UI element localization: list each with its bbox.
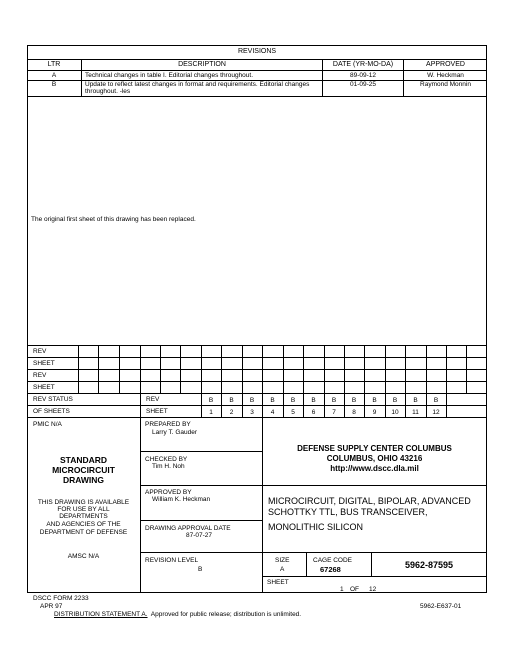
dscc-line2: COLUMBUS, OHIO 43216	[326, 454, 423, 463]
sheet-number-5: 5	[291, 409, 295, 416]
sheet-number-10: 10	[391, 409, 399, 416]
rev-sheet-3: B	[249, 397, 255, 404]
approval-date: 87-07-27	[186, 532, 213, 539]
revisions-header-date: DATE (YR-MO-DA)	[332, 61, 394, 68]
rev-sheet-9: B	[372, 397, 377, 404]
sheet-number-1: 1	[209, 409, 213, 416]
availability-line4: AND AGENCIES OF THE	[46, 521, 121, 528]
size-value: A	[280, 566, 285, 573]
revision-b-ltr: B	[51, 81, 57, 88]
form-number: DSCC FORM 2233	[33, 595, 89, 602]
availability-line2: FOR USE BY ALL	[57, 506, 110, 513]
cage-code-label: CAGE CODE	[313, 557, 353, 564]
sheet-number-7: 7	[332, 409, 336, 416]
cage-code: 67268	[320, 565, 341, 574]
sheet-of-label: OF	[350, 586, 360, 593]
drawing-title-line1: MICROCIRCUIT, DIGITAL, BIPOLAR, ADVANCED	[268, 496, 471, 506]
status-row-rev-2: REV	[33, 372, 47, 379]
standard-drawing-line2: MICROCIRCUIT	[52, 465, 115, 475]
revision-level: B	[198, 566, 203, 573]
revisions-header-description: DESCRIPTION	[178, 61, 226, 68]
sheet-total: 12	[369, 586, 377, 593]
standard-drawing-line1: STANDARD	[59, 455, 108, 465]
rev-sheet-5: B	[290, 397, 296, 404]
status-row-sheet-1: SHEET	[33, 360, 55, 367]
revision-a-date: 89-09-12	[349, 72, 377, 79]
sheet-number-9: 9	[372, 409, 377, 416]
approved-by-name: William K. Heckman	[152, 496, 211, 503]
sheet-number-11: 11	[412, 409, 419, 416]
availability-line5: DEPARTMENT OF DEFENSE	[39, 529, 128, 536]
sheet-number-8: 8	[352, 409, 356, 416]
rev-sheet-4: B	[270, 397, 275, 404]
availability-line3: DEPARTMENTS	[59, 513, 108, 520]
revision-a-approved: W. Heckman	[427, 72, 464, 79]
checked-by-label: CHECKED BY	[145, 456, 188, 463]
revision-b-description-line2: throughout. -les	[85, 88, 131, 95]
distribution-statement	[54, 611, 301, 619]
standard-drawing-line3: DRAWING	[62, 475, 105, 485]
rev-sheet-2: B	[229, 397, 234, 404]
rev-sheet-10: B	[392, 397, 398, 404]
revisions-title: REVISIONS	[237, 48, 277, 55]
drawing-title-line3: MONOLITHIC SILICON	[268, 522, 364, 532]
approved-by-label: APPROVED BY	[145, 489, 192, 496]
document-number: 5962-87595	[404, 560, 454, 570]
revision-a-ltr: A	[51, 72, 57, 79]
replaced-sheet-note: The original first sheet of this drawing has been replaced.	[31, 216, 196, 223]
size-label: SIZE	[275, 557, 290, 564]
status-row-rev-1: REV	[33, 348, 47, 355]
rev-status-rev-label: REV	[146, 396, 160, 403]
dscc-line1: DEFENSE SUPPLY CENTER COLUMBUS	[297, 444, 452, 453]
rev-sheet-6: B	[311, 397, 316, 404]
document-code: 5962-E637-01	[420, 603, 462, 610]
rev-sheet-1: B	[208, 397, 214, 404]
checked-by-name: Tim H. Noh	[152, 463, 185, 470]
revisions-header-ltr: LTR	[47, 61, 61, 68]
revision-b-date: 01-09-25	[349, 81, 377, 88]
distribution-statement-text: Approved for public release; distribution is unlimited.	[147, 611, 302, 618]
revision-a-description: Technical changes in table I. Editorial changes throughout.	[85, 72, 254, 79]
revision-level-label: REVISION LEVEL	[145, 557, 199, 564]
drawing-title-line2: SCHOTTKY TTL, BUS TRANSCEIVER,	[268, 507, 428, 517]
sheet-number-2: 2	[229, 409, 234, 416]
form-date: APR 97	[40, 603, 63, 610]
revision-b-description-line1: Update to reflect latest changes in format and requirements. Editorial changes	[85, 81, 310, 88]
approval-date-label: DRAWING APPROVAL DATE	[145, 525, 231, 532]
rev-sheet-12: B	[433, 397, 439, 404]
prepared-by-name: Larry T. Gauder	[152, 429, 198, 436]
rev-status-label: REV STATUS	[33, 396, 73, 403]
sheet-number-4: 4	[270, 409, 275, 416]
prepared-by-label: PREPARED BY	[145, 421, 191, 428]
status-row-sheet-2: SHEET	[33, 384, 55, 391]
sheet-label: SHEET	[267, 579, 289, 586]
rev-sheet-7: B	[331, 397, 337, 404]
sheet-number-6: 6	[311, 409, 316, 416]
revisions-header-approved: APPROVED	[426, 61, 465, 68]
sheet-number-3: 3	[250, 409, 254, 416]
rev-sheet-11: B	[413, 397, 418, 404]
pmic-label: PMIC N/A	[33, 421, 62, 428]
of-sheets-label: OF SHEETS	[33, 408, 70, 415]
availability-line1: THIS DRAWING IS AVAILABLE	[37, 499, 130, 506]
sheet-number: 1	[340, 586, 344, 593]
dscc-url: http://www.dscc.dla.mil	[330, 464, 419, 473]
sheet-number-12: 12	[432, 409, 440, 416]
rev-sheet-8: B	[351, 397, 357, 404]
distribution-statement-label: DISTRIBUTION STATEMENT A.	[54, 611, 148, 618]
revision-b-approved: Raymond Monnin	[420, 81, 471, 88]
amsc-label: AMSC N/A	[67, 553, 100, 560]
rev-status-sheet-label: SHEET	[146, 408, 168, 415]
